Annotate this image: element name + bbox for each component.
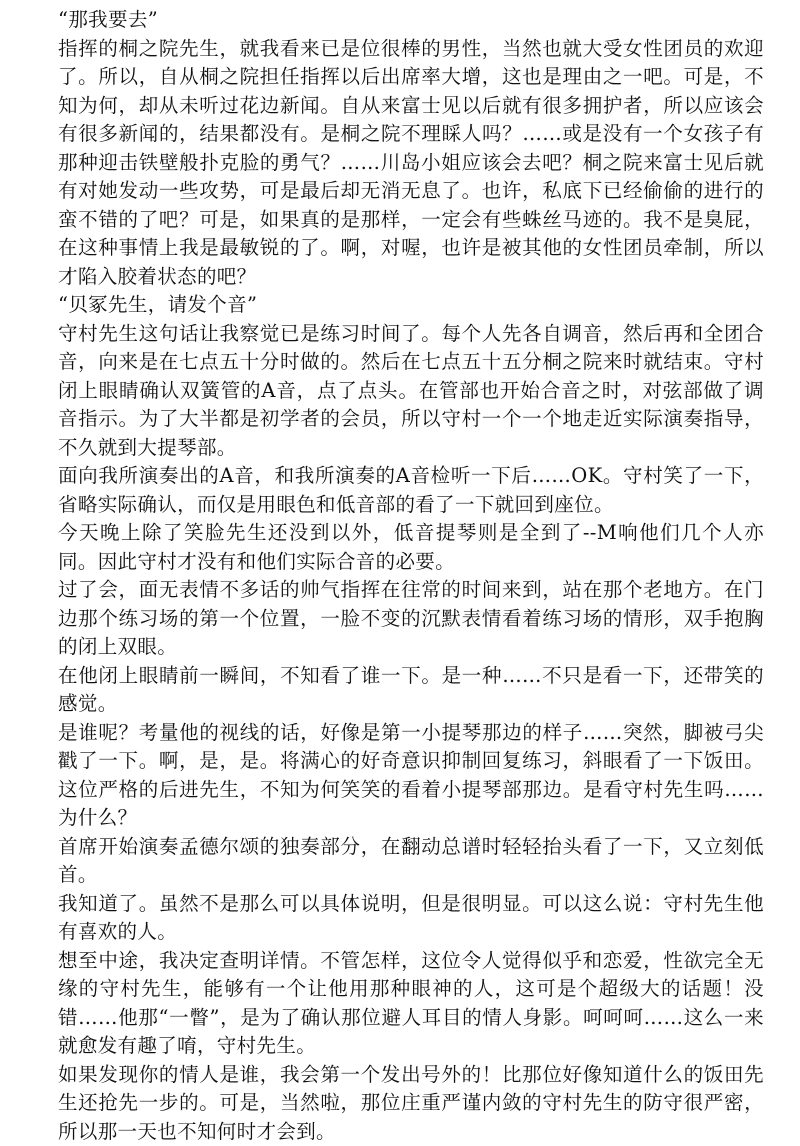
body-paragraph: 首席开始演奏孟德尔颂的独奏部分，在翻动总谱时轻轻抬头看了一下，又立刻低首。 bbox=[58, 833, 764, 890]
body-paragraph: 今天晚上除了笑脸先生还没到以外，低音提琴则是全到了--M响他们几个人亦同。因此守村才没有和他们实际合音的必要。 bbox=[58, 519, 764, 576]
dialogue-line: “那我要去” bbox=[58, 6, 764, 35]
dialogue-line: “贝冢先生，请发个音” bbox=[58, 291, 764, 320]
body-paragraph: 我知道了。虽然不是那么可以具体说明，但是很明显。可以这么说：守村先生他有喜欢的人。 bbox=[58, 890, 764, 947]
body-paragraph: 指挥的桐之院先生，就我看来已是位很棒的男性，当然也就大受女性团员的欢迎了。所以，自从桐之院担任指挥以后出席率大增，这也是理由之一吧。可是，不知为何，却从未听过花边新闻。自从来富士见以后就有很多拥护者，所以应该会有很多新闻的，结果都没有。是桐之院不理睬人吗？……或是没有一个女孩子有那种迎击铁壁般扑克脸的勇气？……川岛小姐应该会去吧？桐之院来富士见后就有对她发动一些攻势，可是最后却无消无息了。也许，私底下已经偷偷的进行的蛮不错的了吧？可是，如果真的是那样，一定会有些蛛丝马迹的。我不是臭屁，在这种事情上我是最敏锐的了。啊，对喔，也许是被其他的女性团员牵制，所以才陷入胶着状态的吧？ bbox=[58, 35, 764, 292]
body-paragraph: 如果发现你的情人是谁，我会第一个发出号外的！比那位好像知道什么的饭田先生还抢先一步的。可是，当然啦，那位庄重严谨内敛的守村先生的防守很严密，所以那一天也不知何时才会到。 bbox=[58, 1061, 764, 1146]
body-paragraph: 守村先生这句话让我察觉已是练习时间了。每个人先各自调音，然后再和全团合音，向来是在七点五十分时做的。然后在七点五十五分桐之院来时就结束。守村闭上眼睛确认双簧管的A音，点了点头。在管部也开始合音之时，对弦部做了调音指示。为了大半都是初学者的会员，所以守村一个一个地走近实际演奏指导，不久就到大提琴部。 bbox=[58, 320, 764, 463]
body-paragraph: 是谁呢？考量他的视线的话，好像是第一小提琴那边的样子……突然，脚被弓尖戳了一下。啊，是，是。将满心的好奇意识抑制回复练习，斜眼看了一下饭田。这位严格的后进先生，不知为何笑笑的看着小提琴部那边。是看守村先生吗……为什么？ bbox=[58, 719, 764, 833]
body-paragraph: 过了会，面无表情不多话的帅气指挥在往常的时间来到，站在那个老地方。在门边那个练习场的第一个位置，一脸不变的沉默表情看着练习场的情形，双手抱胸的闭上双眼。 bbox=[58, 576, 764, 662]
document-page bbox=[58, 6, 764, 1146]
body-paragraph: 想至中途，我决定查明详情。不管怎样，这位令人觉得似乎和恋爱，性欲完全无缘的守村先生，能够有一个让他用那种眼神的人，这可是个超级大的话题！没错……他那“一瞥”，是为了确认那位避人耳目的情人身影。呵呵呵……这么一来就愈发有趣了唷，守村先生。 bbox=[58, 947, 764, 1061]
body-paragraph: 面向我所演奏出的A音，和我所演奏的A音检听一下后……OK。守村笑了一下，省略实际确认，而仅是用眼色和低音部的看了一下就回到座位。 bbox=[58, 462, 764, 519]
body-paragraph: 在他闭上眼睛前一瞬间，不知看了谁一下。是一种……不只是看一下，还带笑的感觉。 bbox=[58, 662, 764, 719]
